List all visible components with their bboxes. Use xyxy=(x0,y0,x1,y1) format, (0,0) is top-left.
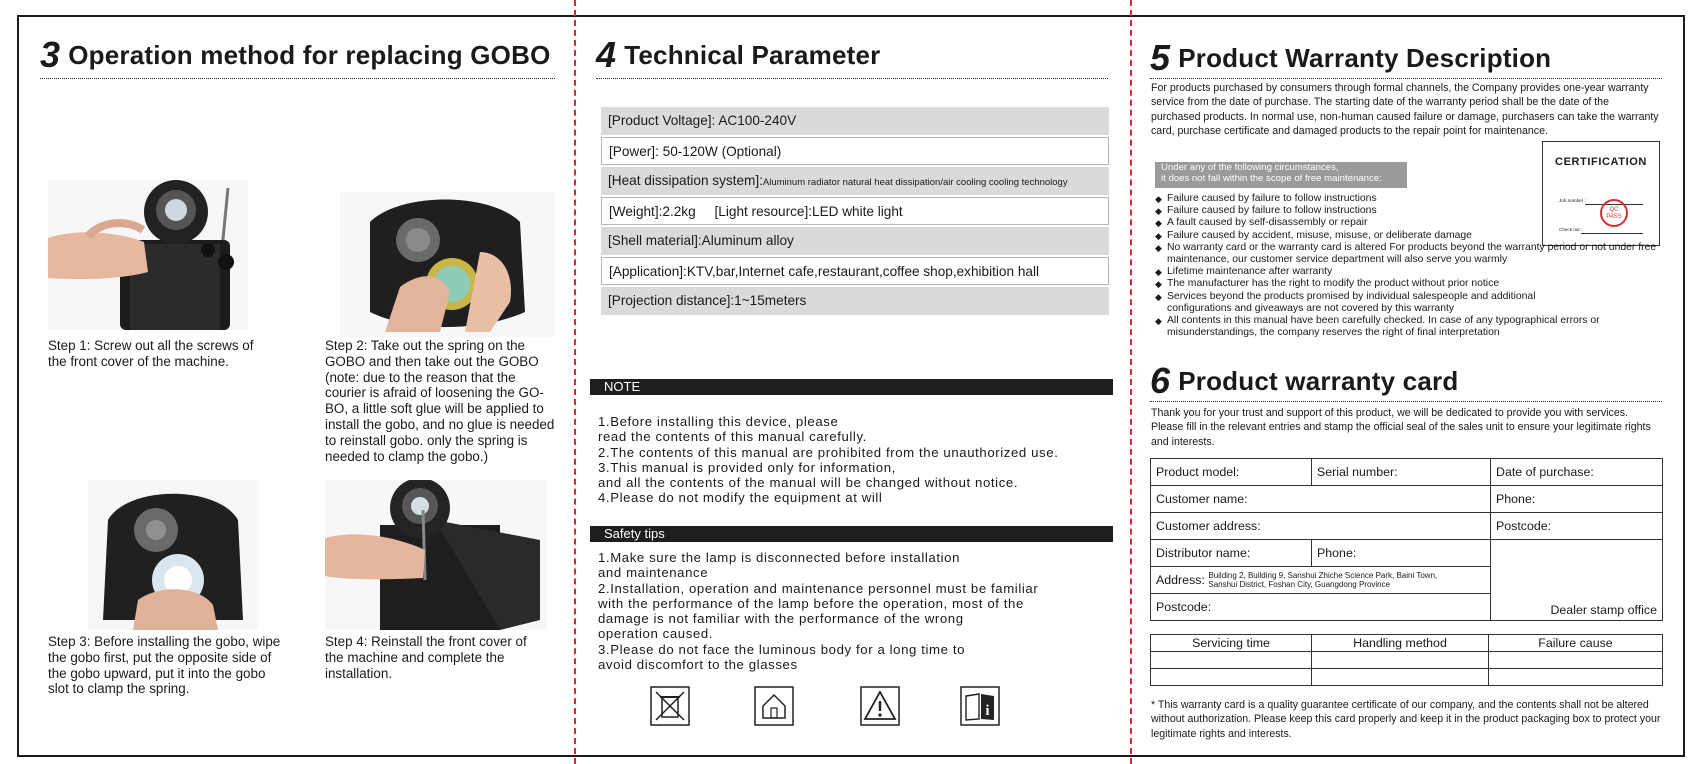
warranty-footnote: * This warranty card is a quality guarantee certificate of our company, and the contents shall not be altered without authorization. Please keep this card properly and keep it in the product packaging box to protect your legitimate rights and interests. xyxy=(1151,699,1661,740)
section5-number: 5 xyxy=(1150,37,1171,78)
list-item: ◆ The manufacturer has the right to modify the product without prior notice xyxy=(1155,278,1675,290)
section6-number: 6 xyxy=(1150,360,1171,401)
service-record-table xyxy=(1150,634,1663,686)
section3-title xyxy=(40,34,551,76)
step1-text: Step 1: Screw out all the screws of the front cover of the machine. xyxy=(48,338,254,369)
safety-bar: Safety tips xyxy=(590,526,1113,542)
service-header-time: Servicing time xyxy=(1151,635,1312,652)
step4-text: Step 4: Reinstall the front cover of the machine and complete the installation. xyxy=(325,634,527,681)
step2-photo xyxy=(340,192,555,337)
cert-check-out: Check out : xyxy=(1559,227,1583,232)
service-header-cause: Failure cause xyxy=(1489,635,1663,652)
field-date-of-purchase[interactable]: Date of purchase: xyxy=(1491,459,1663,486)
section5-rule xyxy=(1150,78,1662,79)
list-item: ◆ Lifetime maintenance after warranty xyxy=(1155,266,1675,278)
section6-rule xyxy=(1150,401,1662,402)
section6-title-text: Product warranty card xyxy=(1178,366,1459,396)
safety-text: 1.Make sure the lamp is disconnected before installation and maintenance 2.Installation, operation and maintenance personnel must be familiar with the performance of the lamp before the operation, most of the damage is not familiar with the performance of the wrong operation caused. 3.Please do not face the luminous body for a long time to avoid discomfort to the glasses xyxy=(598,550,1039,673)
indoor-use-icon xyxy=(754,686,794,726)
section6-title xyxy=(1150,360,1458,402)
field-customer-name[interactable]: Customer name: xyxy=(1151,486,1491,513)
section5-title xyxy=(1150,37,1551,79)
fold-line-left xyxy=(574,0,576,764)
field-distributor-name[interactable]: Distributor name: xyxy=(1151,540,1312,567)
field-serial-number[interactable]: Serial number: xyxy=(1312,459,1491,486)
service-cell[interactable] xyxy=(1489,669,1663,686)
cert-job-number: Job number : xyxy=(1559,198,1586,203)
param-application: [Application]:KTV,bar,Internet cafe,restaurant,coffee shop,exhibition hall xyxy=(601,257,1109,285)
list-item: ◆ A fault caused by self-disassembly or repair xyxy=(1155,217,1675,229)
list-item: ◆ All contents in this manual have been carefully checked. In case of any typographical errors or misunderstandings, the company reserves the right of final interpretation xyxy=(1155,315,1672,339)
step3-photo xyxy=(88,480,258,630)
list-item: ◆ Failure caused by accident, misuse, misuse, or deliberate damage xyxy=(1155,230,1537,242)
svg-text:i: i xyxy=(985,703,990,719)
section5-title-text: Product Warranty Description xyxy=(1178,43,1552,73)
step2-text: Step 2: Take out the spring on the GOBO and then take out the GOBO (note: due to the reason that the courier is afraid of loosening the GO- BO, a little soft glue will be applied to install the gobo, and no glue is needed to reinstall gobo. only the spring is needed to clamp the gobo.) xyxy=(325,338,555,464)
service-cell[interactable] xyxy=(1151,669,1312,686)
note-text: 1.Before installing this device, please read the contents of this manual carefully. 2.The contents of this manual are prohibited from the unauthorized use. 3.This manual is provided only for information, and all the contents of the manual will be changed without notice. 4.Please do not modify the equipment at will xyxy=(598,414,1059,506)
service-header-method: Handling method xyxy=(1312,635,1489,652)
step3-text: Step 3: Before installing the gobo, wipe the gobo first, put the opposite side of the gobo upward, put it into the gobo slot to clamp the spring. xyxy=(48,634,281,697)
field-distributor-postcode[interactable]: Postcode: xyxy=(1151,594,1491,621)
address-value: Building 2, Building 9, Sanshui Zhiche Science Park, Baini Town, Sanshui District, Foshan City, Guangdong Province xyxy=(1208,570,1438,589)
warranty-card-intro: Thank you for your trust and support of this product, we will be dedicated to provide you with services. Please fill in the relevant entries and stamp the official seal of the sales unit to ensure your legitimate rights and interests. xyxy=(1151,407,1651,448)
service-cell[interactable] xyxy=(1312,669,1489,686)
param-heat-dissipation: [Heat dissipation system]:Aluminum radiator natural heat dissipation/air cooling cooling technology xyxy=(601,167,1109,195)
param-shell: [Shell material]:Aluminum alloy xyxy=(601,227,1109,255)
read-manual-icon xyxy=(960,686,1000,726)
section4-rule xyxy=(596,78,1108,79)
step4-photo xyxy=(325,480,547,630)
not-covered-box: Under any of the following circumstances, it does not fall within the scope of free maintenance: xyxy=(1155,162,1407,188)
field-product-model[interactable]: Product model: xyxy=(1151,459,1312,486)
address-label: Address: xyxy=(1156,573,1205,587)
param-weight-light: [Weight]:2.2kg [Light resource]:LED white light xyxy=(601,197,1109,225)
section4-title-text: Technical Parameter xyxy=(624,40,881,70)
param-power: [Power]: 50-120W (Optional) xyxy=(601,137,1109,165)
fold-line-right xyxy=(1130,0,1132,764)
section4-number: 4 xyxy=(596,34,617,75)
list-item: ◆ Failure caused by failure to follow instructions xyxy=(1155,205,1675,217)
field-postcode[interactable]: Postcode: xyxy=(1491,513,1663,540)
not-covered-list xyxy=(1155,193,1675,339)
service-cell[interactable] xyxy=(1312,652,1489,669)
warranty-intro: For products purchased by consumers through formal channels, the Company provides one-year warranty service from the date of purchase. The starting date of the warranty period shall be the date of the purchased products. In normal use, non-human caused failure or damage, purchasers can take the warranty card, purchase certificate and damaged products to the repair point for maintenance. xyxy=(1151,82,1659,138)
qc-stamp: QC PASS xyxy=(1600,199,1628,227)
dealer-stamp-office[interactable]: Dealer stamp office xyxy=(1491,540,1663,621)
section3-number: 3 xyxy=(40,34,61,75)
section4-title xyxy=(596,34,880,76)
warranty-card-table xyxy=(1150,458,1663,621)
field-distributor-address[interactable] xyxy=(1151,567,1491,594)
step1-photo xyxy=(48,180,248,330)
service-cell[interactable] xyxy=(1151,652,1312,669)
note-bar: NOTE xyxy=(590,379,1113,395)
certification-title: CERTIFICATION xyxy=(1555,156,1647,168)
field-distributor-phone[interactable]: Phone: xyxy=(1312,540,1491,567)
field-customer-address[interactable]: Customer address: xyxy=(1151,513,1491,540)
list-item: ◆ No warranty card or the warranty card is altered For products beyond the warranty period or not under free maintenance, our customer service department will also serve you warmly xyxy=(1155,242,1667,266)
param-voltage: [Product Voltage]: AC100-240V xyxy=(601,107,1109,135)
warning-triangle-icon xyxy=(860,686,900,726)
list-item: ◆ Failure caused by failure to follow instructions xyxy=(1155,193,1675,205)
weee-bin-icon xyxy=(650,686,690,726)
section3-title-text: Operation method for replacing GOBO xyxy=(68,40,551,70)
field-phone[interactable]: Phone: xyxy=(1491,486,1663,513)
service-cell[interactable] xyxy=(1489,652,1663,669)
param-projection: [Projection distance]:1~15meters xyxy=(601,287,1109,315)
section3-rule xyxy=(40,78,555,79)
list-item: ◆ Services beyond the products promised by individual salespeople and additional configurations and giveaways are not covered by this warranty xyxy=(1155,291,1547,315)
